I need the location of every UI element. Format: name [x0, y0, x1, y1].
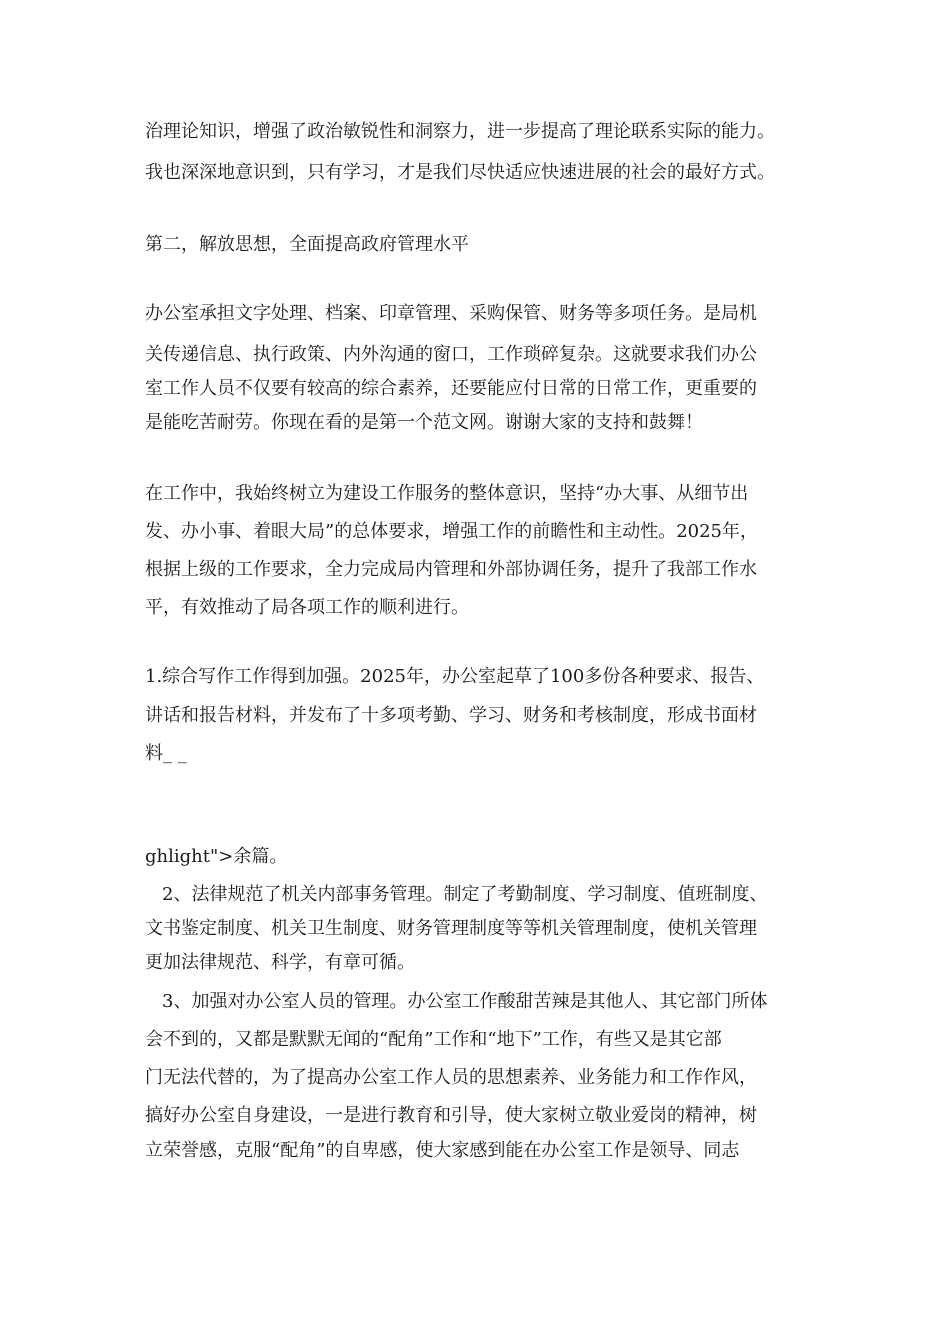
text-line: 根据上级的工作要求，全力完成局内管理和外部协调任务，提升了我部工作水	[145, 559, 757, 580]
text-line: 文书鉴定制度、机关卫生制度、财务管理制度等等机关管理制度，使机关管理	[145, 918, 757, 939]
text-line: 办公室承担文字处理、档案、印章管理、采购保管、财务等多项任务。是局机	[145, 303, 757, 324]
text-line: 是能吃苦耐劳。你现在看的是第一个范文网。谢谢大家的支持和鼓舞！	[145, 412, 703, 433]
text-line: 在工作中，我始终树立为建设工作服务的整体意识，坚持“办大事、从细节出	[145, 483, 749, 504]
text-line: 料_ _	[145, 743, 187, 764]
text-line: 治理论知识，增强了政治敏锐性和洞察力，进一步提高了理论联系实际的能力。	[145, 121, 775, 142]
text-line: 更加法律规范、科学，有章可循。	[145, 952, 415, 973]
text-line: 立荣誉感，克服“配角”的自卑感，使大家感到能在办公室工作是领导、同志	[145, 1140, 740, 1161]
text-line: ghlight">余篇。	[145, 846, 288, 867]
section-heading: 第二，解放思想，全面提高政府管理水平	[145, 234, 469, 255]
text-line: 平，有效推动了局各项工作的顺利进行。	[145, 597, 469, 618]
text-line: 2、法律规范了机关内部事务管理。制定了考勤制度、学习制度、值班制度、	[162, 884, 768, 905]
text-line: 我也深深地意识到，只有学习，才是我们尽快适应快速进展的社会的最好方式。	[145, 162, 775, 183]
text-line: 搞好办公室自身建设，一是进行教育和引导，使大家树立敬业爱岗的精神，树	[145, 1105, 757, 1126]
text-line: 发、办小事、着眼大局”的总体要求，增强工作的前瞻性和主动性。2025年，	[145, 521, 759, 542]
text-line: 讲话和报告材料，并发布了十多项考勤、学习、财务和考核制度，形成书面材	[145, 705, 757, 726]
text-line: 室工作人员不仅要有较高的综合素养，还要能应付日常的日常工作，更重要的	[145, 378, 757, 399]
text-line: 关传递信息、执行政策、内外沟通的窗口，工作琐碎复杂。这就要求我们办公	[145, 344, 757, 365]
text-line: 1.综合写作工作得到加强。2025年，办公室起草了100多份各种要求、报告、	[145, 666, 765, 687]
text-line: 门无法代替的，为了提高办公室工作人员的思想素养、业务能力和工作作风，	[145, 1067, 757, 1088]
text-line: 会不到的，又都是默默无闻的“配角”工作和“地下”工作，有些又是其它部	[145, 1029, 722, 1050]
text-line: 3、加强对办公室人员的管理。办公室工作酸甜苦辣是其他人、其它部门所体	[162, 991, 768, 1012]
